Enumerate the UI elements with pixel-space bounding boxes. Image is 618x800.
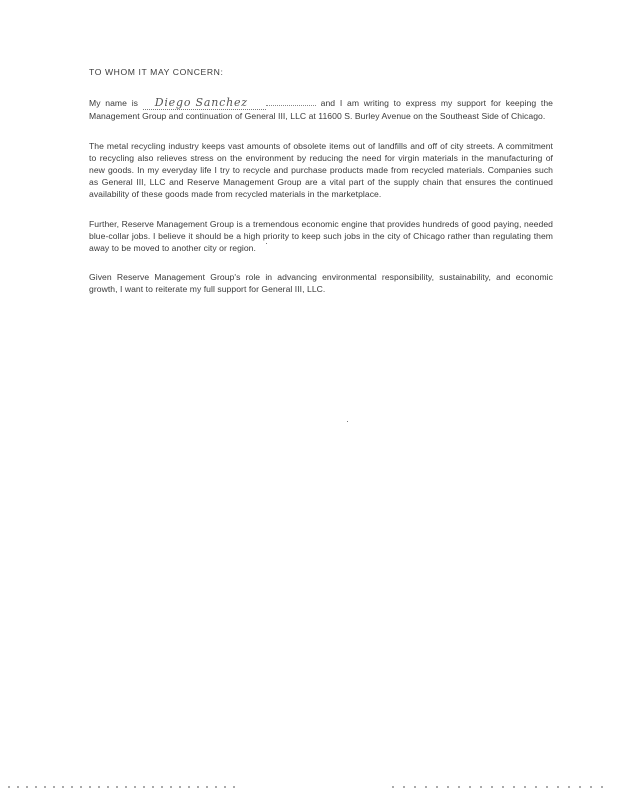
salutation: TO WHOM IT MAY CONCERN: — [89, 67, 224, 77]
footer-mark-right — [392, 786, 608, 788]
intro-lead: My name is — [89, 98, 139, 109]
intro-rest: and I am writing to express my support for keeping the Management Group and continuation of General III, LLC at 11600 S. Burley Avenue on the Southeast Side of Chicago. — [89, 98, 553, 122]
scan-speck — [266, 243, 267, 244]
recycling-paragraph: The metal recycling industry keeps vast amounts of obsolete items out of landfills and off of city streets. A commitment to recycling also relieves stress on the environment by reducing the need for virgin materials in the manufacturing of new goods. In my everyday life I try to recycle and purchase products made from recycled materials. Companies such as General III, LLC and Reserve Management Group are a vital part of the supply chain that ensures the continued availability of these goods made from recycled materials in the marketplace. — [89, 140, 553, 200]
closing-paragraph: Given Reserve Management Group's role in advancing environmental responsibility, sustainability, and economic growth, I want to reiterate my full support for General III, LLC. — [89, 272, 553, 295]
support-letter — [89, 66, 553, 313]
footer-mark-left — [8, 786, 238, 788]
handwritten-signature: Diego Sanchez — [143, 97, 266, 110]
scan-speck — [347, 421, 348, 422]
scan-footer-marks — [0, 786, 618, 792]
intro-paragraph — [89, 97, 553, 122]
jobs-paragraph: Further, Reserve Management Group is a tremendous economic engine that provides hundreds of good paying, needed blue-collar jobs. I believe it should be a high priority to keep such jobs in the city of Chicago rather than regulating them away to be moved to another city or region. — [89, 218, 553, 254]
signature-fill-line — [266, 98, 316, 106]
